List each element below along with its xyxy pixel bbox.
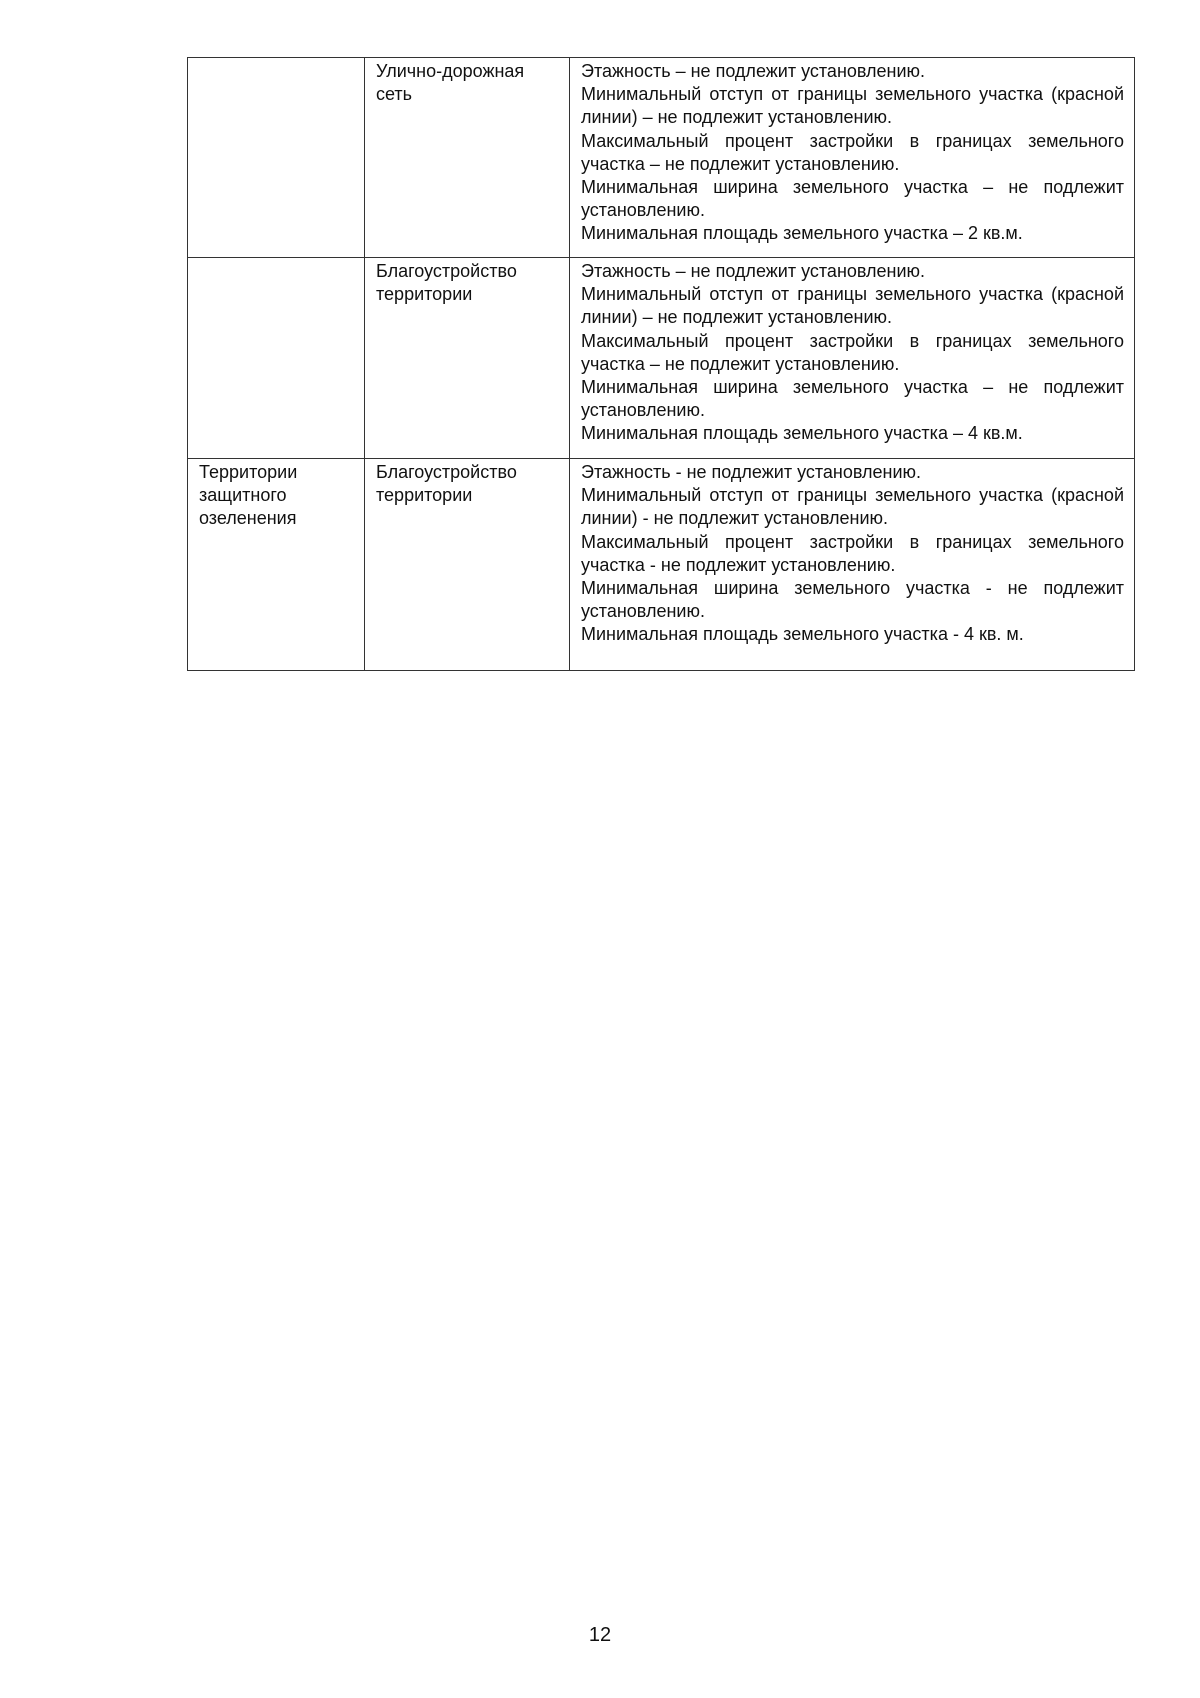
use-cell: Благоустройство территории: [365, 258, 570, 459]
page-number: 12: [588, 1624, 612, 1646]
table-row: [188, 459, 1135, 671]
params-cell: [570, 58, 1135, 258]
param-width: Минимальная ширина земельного участка - не подлежит установлению.: [581, 578, 1124, 622]
zone-cell: [188, 58, 365, 258]
param-area: Минимальная площадь земельного участка – 4 кв.м.: [581, 423, 1023, 444]
param-area: Минимальная площадь земельного участка - 4 кв. м.: [581, 624, 1024, 645]
param-coverage: Максимальный процент застройки в границах земельного участка – не подлежит установлению.: [581, 130, 1124, 174]
param-floors: Этажность - не подлежит установлению.: [581, 462, 922, 482]
param-setback: Минимальный отступ от границы земельного участка (красной линии) - не подлежит установлению.: [581, 485, 1124, 529]
use-cell: Улично-дорожная сеть: [365, 58, 570, 258]
table-row: [188, 58, 1135, 258]
params-cell: [570, 258, 1135, 459]
param-area: Минимальная площадь земельного участка – 2 кв.м.: [581, 223, 1023, 244]
zone-cell: Территории защитного озеленения: [188, 459, 365, 671]
param-floors: Этажность – не подлежит установлению.: [581, 261, 926, 281]
param-coverage: Максимальный процент застройки в границах земельного участка - не подлежит установлению.: [581, 531, 1124, 575]
zone-cell: [188, 258, 365, 459]
param-setback: Минимальный отступ от границы земельного участка (красной линии) – не подлежит установлению.: [581, 284, 1124, 328]
use-cell: Благоустройство территории: [365, 459, 570, 671]
param-width: Минимальная ширина земельного участка – не подлежит установлению.: [581, 377, 1124, 421]
param-floors: Этажность – не подлежит установлению.: [581, 61, 926, 81]
param-coverage: Максимальный процент застройки в границах земельного участка – не подлежит установлению.: [581, 330, 1124, 374]
params-cell: [570, 459, 1135, 671]
param-setback: Минимальный отступ от границы земельного участка (красной линии) – не подлежит установлению.: [581, 84, 1124, 128]
table-row: [188, 258, 1135, 459]
zoning-parameters-table: [187, 57, 1135, 671]
param-width: Минимальная ширина земельного участка – не подлежит установлению.: [581, 177, 1124, 221]
